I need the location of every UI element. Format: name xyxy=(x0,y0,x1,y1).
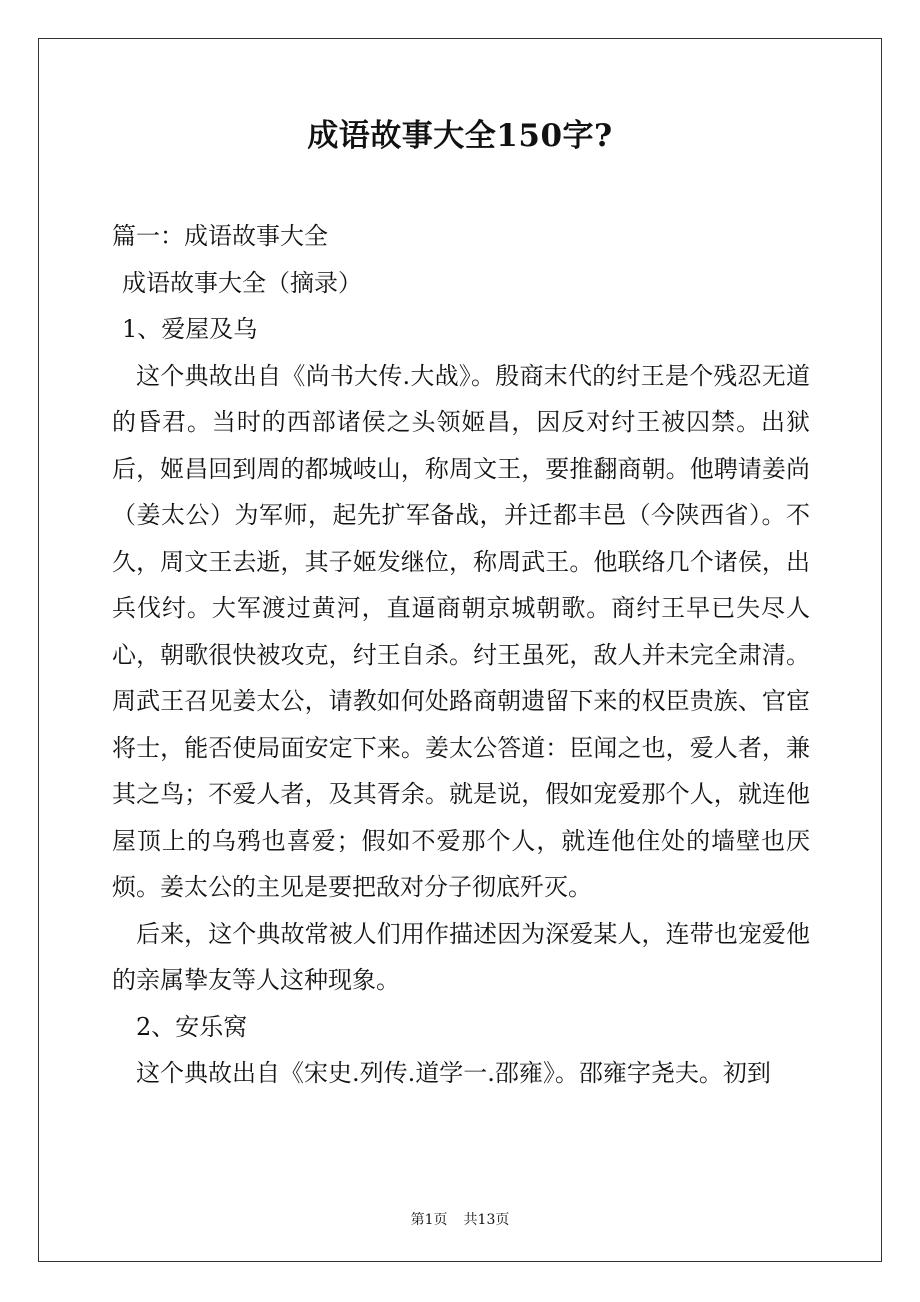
page-footer xyxy=(0,1210,920,1230)
item-2-paragraph-1: 这个典故出自《宋史.列传.道学一.邵雍》。邵雍字尧夫。初到 xyxy=(136,1059,771,1087)
item-1-paragraph-2: 后来，这个典故常被人们用作描述因为深爱某人，连带也宠爱他的亲属挚友等人这种现象。 xyxy=(112,919,810,994)
total-pages: 共13页 xyxy=(463,1212,510,1228)
subheading: 成语故事大全（摘录） xyxy=(122,268,362,297)
section-heading: 篇一：成语故事大全 xyxy=(112,222,328,250)
item-heading-2: 2、安乐窝 xyxy=(136,1012,248,1041)
item-1-paragraph-1: 这个典故出自《尚书大传.大战》。殷商末代的纣王是个残忍无道的昏君。当时的西部诸侯之头领姬昌，因反对纣王被囚禁。出狱后，姬昌回到周的都城岐山，称周文王，要推翻商朝。他聘请姜尚（姜太公）为军师，起先扩军备战，并迁都丰邑（今陕西省）。不久，周文王去逝，其子姬发继位，称周武王。他联络几个诸侯，出兵伐纣。大军渡过黄河，直逼商朝京城朝歌。商纣王早已失尽人心，朝歌很快被攻克，纣王自杀。纣王虽死，敌人并未完全肃清。周武王召见姜太公，请教如何处路商朝遗留下来的权臣贵族、官宦将士，能否使局面安定下来。姜太公答道：臣闻之也，爱人者，兼其之鸟；不爱人者，及其胥余。就是说，假如宠爱那个人，就连他屋顶上的乌鸦也喜爱；假如不爱那个人，就连他住处的墙壁也厌烦。姜太公的主见是要把敌对分子彻底歼灭。 xyxy=(112,361,810,901)
item-heading-1: 1、爱屋及乌 xyxy=(122,315,258,343)
document-title: 成语故事大全150字? xyxy=(307,118,613,154)
document-body xyxy=(112,213,810,1097)
page-number: 第1页 xyxy=(410,1212,448,1228)
